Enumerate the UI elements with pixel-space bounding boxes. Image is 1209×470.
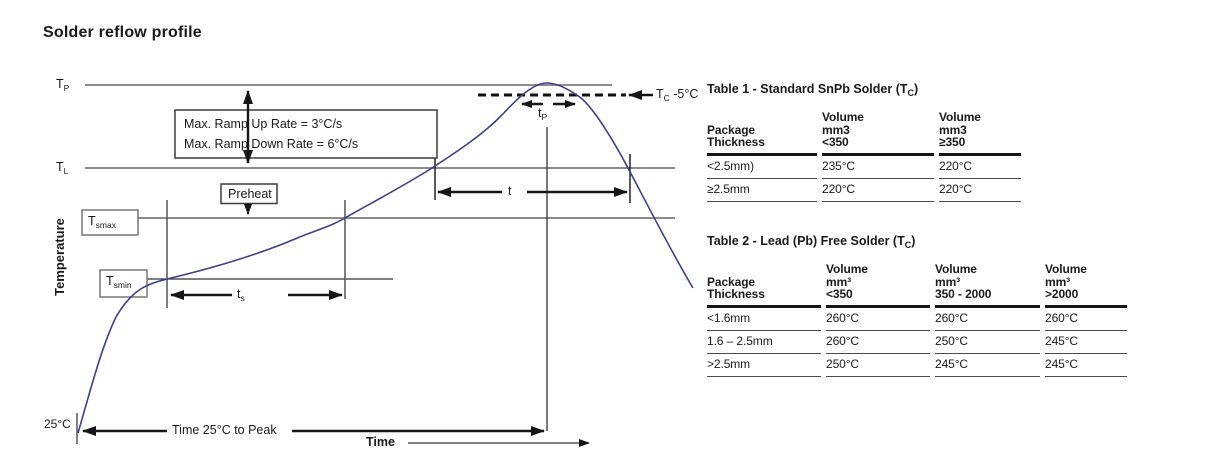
table-row: >2.5mm 250°C 245°C 245°C	[707, 354, 1127, 377]
time-axis-label: Time	[366, 435, 395, 449]
table1-standard-snpb-solder	[707, 82, 1026, 202]
table2-header-volume-lt350: Volume mm³ <350	[826, 259, 930, 308]
table2-lead-free-solder	[707, 234, 1132, 377]
table-row: 1.6 – 2.5mm 260°C 250°C 245°C	[707, 331, 1127, 354]
table-row: <1.6mm 260°C 260°C 260°C	[707, 308, 1127, 331]
temperature-axis-label: Temperature	[52, 218, 67, 296]
page-title: Solder reflow profile	[43, 24, 202, 41]
tl-label: $T_L$	[56, 160, 69, 176]
table1-header-volume-ge350: Volume mm3 ≥350	[939, 107, 1021, 156]
table2-header-row	[707, 259, 1127, 308]
table1-header-row	[707, 107, 1021, 156]
table-row: ≥2.5mm 220°C 220°C	[707, 179, 1021, 202]
table-row: <2.5mm) 235°C 220°C	[707, 156, 1021, 179]
table1-header-package-thickness: Package Thickness	[707, 107, 817, 156]
tp-dim-label: $t_P$	[538, 106, 548, 122]
tsmin-label: $T_{smin}$	[106, 274, 132, 290]
tsmax-label: $T_{smax}$	[88, 214, 116, 230]
table1-title: Table 1 - Standard SnPb Solder $(T_C)$	[707, 82, 919, 98]
ts-dim-label: $t_s$	[237, 287, 245, 303]
preheat-label: Preheat	[228, 187, 272, 201]
ramp-rate-text: Max. Ramp Up Rate = 3°C/s Max. Ramp Down Rate = 6°C/s	[184, 117, 359, 151]
table2-title: Table 2 - Lead (Pb) Free Solder $(T_C)$	[707, 234, 916, 250]
time-to-peak-label: Time 25°C to Peak	[172, 423, 277, 437]
tc-minus5-label: $T_C$ -5°C	[656, 87, 699, 103]
table1-header-volume-lt350: Volume mm3 <350	[822, 107, 934, 156]
origin-label: 25°C	[44, 417, 71, 431]
table2-header-volume-350-2000: Volume mm³ 350 - 2000	[935, 259, 1040, 308]
table2-header-package-thickness: Package Thickness	[707, 259, 821, 308]
table2-header-volume-gt2000: Volume mm³ >2000	[1045, 259, 1127, 308]
tp-label: $T_P$	[56, 77, 70, 93]
t-dim-label: t	[508, 184, 512, 198]
